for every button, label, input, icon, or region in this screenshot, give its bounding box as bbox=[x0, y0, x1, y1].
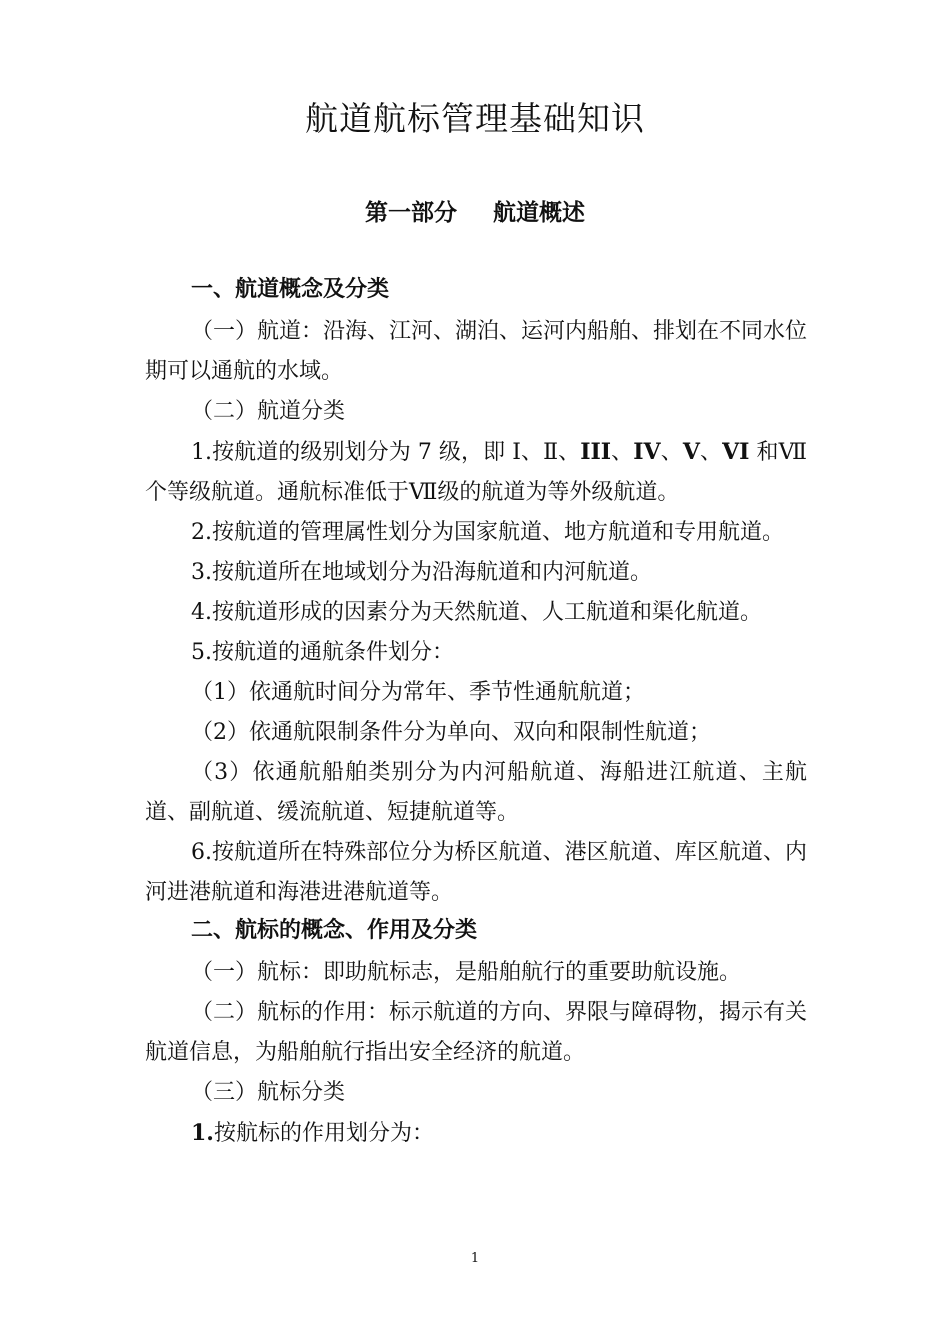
bold-roman-numeral: V bbox=[682, 439, 700, 465]
paragraph: （一）航标：即助航标志，是船舶航行的重要助航设施。 bbox=[191, 960, 742, 985]
paragraph: （3）依通航船舶类别分为内河船航道、海船进江航道、主航道、副航道、缓流航道、短捷航道等。 bbox=[145, 760, 807, 825]
paragraph: （2）依通航限制条件分为单向、双向和限制性航道； bbox=[191, 720, 711, 745]
bold-roman-numeral: IV bbox=[633, 439, 661, 465]
text-run: 和Ⅶ个等级航道。通航标准低于Ⅶ级的航道为等外级航道。 bbox=[145, 440, 807, 505]
text-run: 、 bbox=[699, 440, 723, 465]
part-title bbox=[0, 197, 950, 229]
document-body bbox=[145, 272, 807, 1154]
paragraph: 5.按航道的通航条件划分： bbox=[191, 640, 454, 665]
paragraph: （1）依通航时间分为常年、季节性通航航道； bbox=[191, 680, 645, 705]
page-number: 1 bbox=[470, 1251, 480, 1266]
part-name: 航道概述 bbox=[493, 200, 585, 226]
text-run: 按航标的作用划分为： bbox=[213, 1121, 434, 1146]
paragraph bbox=[145, 1113, 807, 1154]
text-run: 、 bbox=[611, 440, 634, 465]
paragraph: （二）航标的作用：标示航道的方向、界限与障碍物，揭示有关航道信息，为船舶航行指出安全经济的航道。 bbox=[145, 1000, 808, 1065]
paragraph: （一）航道：沿海、江河、湖泊、运河内船舶、排划在不同水位期可以通航的水域。 bbox=[145, 319, 808, 384]
bold-roman-numeral: III bbox=[580, 439, 612, 465]
bold-list-number: 1. bbox=[191, 1120, 214, 1146]
section-heading-2: 二、航标的概念、作用及分类 bbox=[191, 918, 478, 943]
document-title: 航道航标管理基础知识 bbox=[305, 99, 645, 138]
part-label: 第一部分 bbox=[365, 200, 457, 226]
paragraph: （三）航标分类 bbox=[191, 1080, 346, 1105]
paragraph: 4.按航道形成的因素分为天然航道、人工航道和渠化航道。 bbox=[191, 600, 762, 625]
text-run: 、 bbox=[660, 440, 683, 465]
paragraph: 2.按航道的管理属性划分为国家航道、地方航道和专用航道。 bbox=[191, 520, 784, 545]
bold-roman-numeral: VI bbox=[722, 439, 750, 465]
paragraph-grade-classification bbox=[145, 432, 807, 513]
paragraph: 6.按航道所在特殊部位分为桥区航道、港区航道、库区航道、内河进港航道和海港进港航道等。 bbox=[145, 840, 807, 905]
paragraph: 3.按航道所在地域划分为沿海航道和内河航道。 bbox=[191, 560, 652, 585]
text-run: 1.按航道的级别划分为 7 级，即 Ⅰ、Ⅱ、 bbox=[191, 440, 581, 465]
section-heading-1: 一、航道概念及分类 bbox=[191, 277, 390, 302]
paragraph: （二）航道分类 bbox=[191, 399, 346, 424]
